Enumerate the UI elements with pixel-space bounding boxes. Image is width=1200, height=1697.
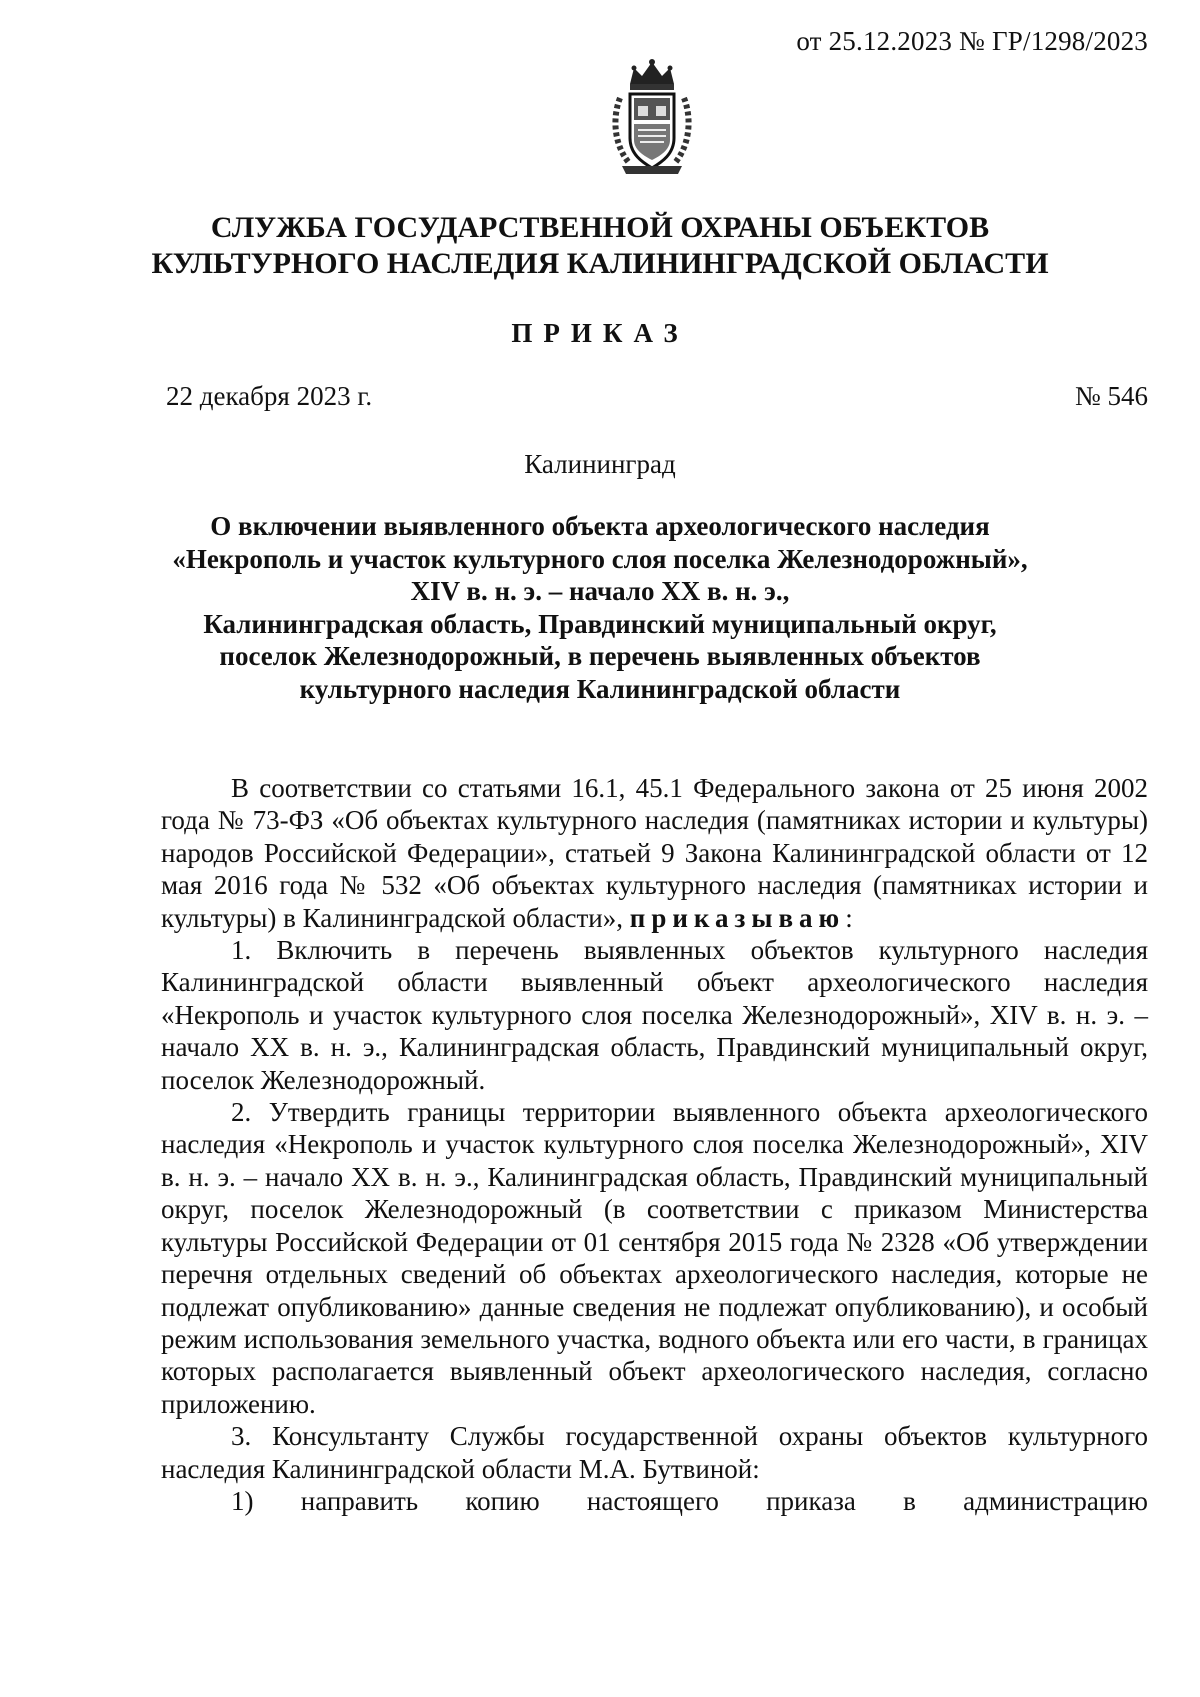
subject-line-6: культурного наследия Калининградской области [299,673,901,704]
sub-item-word: копию [465,1485,540,1516]
subject-line-5: поселок Железнодорожный, в перечень выявленных объектов [219,641,981,671]
item-1-paragraph: 1. Включить в перечень выявленных объектов культурного наследия Калининградской области выявленный объект археологического наследия «Некрополь и участок культурного слоя поселка Железнодорожный», XIV в. н. э. – начало XX в. н. э., Калининградская область, Правдинский муниципальный округ, поселок Железнодорожный. [161,935,1148,1095]
subject-line-3: XIV в. н. э. – начало XX в. н. э., [410,576,790,606]
sub-item-word: 1) [231,1485,254,1516]
coat-of-arms-icon [608,58,696,178]
sub-item-word: настоящего [586,1485,719,1516]
item-2-paragraph: 2. Утвердить границы территории выявленного объекта археологического наследия «Некрополь и участок культурного слоя поселка Железнодорожный», XIV в. н. э. – начало XX в. н. э., Калининградская область, Правдинский муниципальный округ, поселок Железнодорожный (в соответствии с приказом Министерства культуры Российской Федерации от 01 сентября 2015 года № 2328 «Об утверждении перечня отдельных сведений об объектах археологического наследия, которые не подлежат опубликованию» данные сведения не подлежат опубликованию), и особый режим использования земельного участка, водного объекта или его части, в границах которых располагается выявленный объект археологического наследия, согласно приложению. [161,1097,1148,1419]
sub-item-word: администрацию [963,1485,1148,1516]
decree-colon: : [845,902,853,933]
order-date: 22 декабря 2023 г. [166,381,373,411]
decree-word: приказываю [629,902,846,933]
order-city: Калининград [524,449,676,479]
sub-item-1-line [231,1485,1148,1517]
subject-line-4: Калининградская область, Правдинский муниципальный округ, [203,608,997,639]
sub-item-word: приказа [766,1485,856,1516]
preamble-paragraph [161,772,1148,934]
sub-item-word: направить [300,1485,419,1516]
registration-number: от 25.12.2023 № ГР/1298/2023 [796,26,1148,56]
authority-line-1: СЛУЖБА ГОСУДАРСТВЕННОЙ ОХРАНЫ ОБЪЕКТОВ [210,211,990,244]
item-3-paragraph: 3. Консультанту Службы государственной охраны объектов культурного наследия Калининградской области М.А. Бутвиной: [161,1421,1148,1484]
authority-line-2: КУЛЬТУРНОГО НАСЛЕДИЯ КАЛИНИНГРАДСКОЙ ОБЛАСТИ [151,247,1049,280]
subject-line-2: «Некрополь и участок культурного слоя поселка Железнодорожный», [172,543,1028,574]
preamble-text: В соответствии со статьями 16.1, 45.1 Федерального закона от 25 июня 2002 года № 73-ФЗ «Об объектах культурного наследия (памятниках истории и культуры) народов Российской Федерации», статьей 9 Закона Калининградской области от 12 мая 2016 года № 532 «Об объектах культурного наследия (памятниках истории и культуры) в Калининградской области», [161,773,1148,933]
authority-title [0,210,1200,282]
order-number: № 546 [1074,381,1148,411]
subject-line-1: О включении выявленного объекта археологического наследия [210,511,990,541]
document-type: ПРИКАЗ [511,318,689,348]
order-body [161,772,1148,1517]
order-subject [0,510,1200,705]
sub-item-word: в [903,1485,916,1516]
